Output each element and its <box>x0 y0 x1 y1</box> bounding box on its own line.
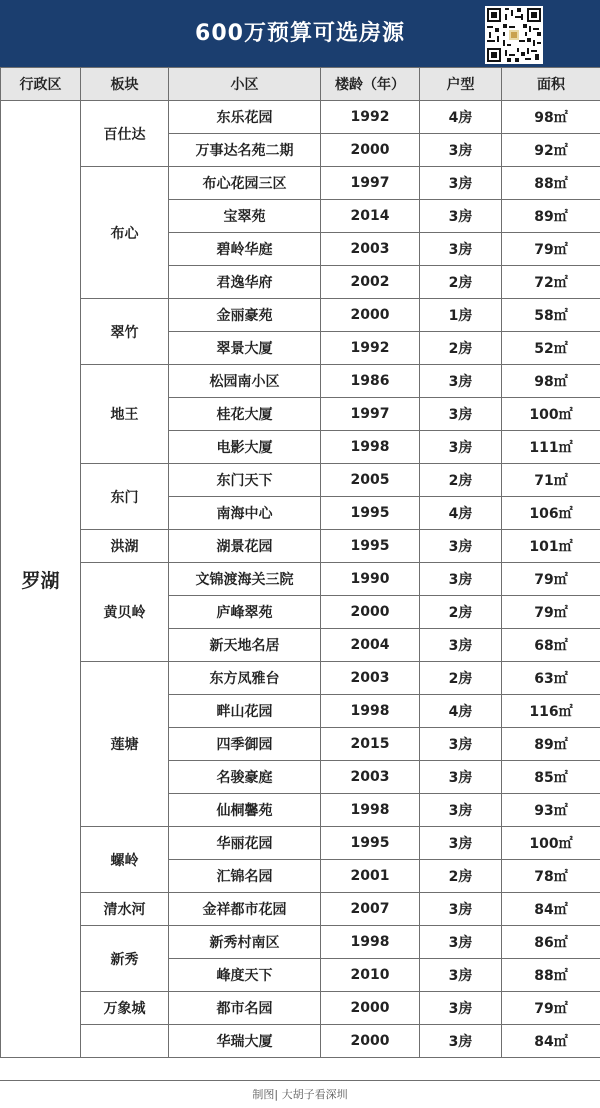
area-cell: 79㎡ <box>502 563 600 596</box>
area-cell: 84㎡ <box>502 893 600 926</box>
community-cell: 新天地名居 <box>169 629 321 662</box>
layout-cell: 3房 <box>420 1025 502 1058</box>
community-cell: 碧岭华庭 <box>169 233 321 266</box>
area-cell: 88㎡ <box>502 167 600 200</box>
block-cell: 黄贝岭 <box>81 563 169 662</box>
building-age-cell: 2005 <box>321 464 420 497</box>
area-cell: 88㎡ <box>502 959 600 992</box>
area-cell: 101㎡ <box>502 530 600 563</box>
building-age-cell: 2003 <box>321 761 420 794</box>
layout-cell: 2房 <box>420 596 502 629</box>
area-cell: 92㎡ <box>502 134 600 167</box>
table-row <box>1 926 600 959</box>
block-cell <box>81 1025 169 1058</box>
layout-cell: 3房 <box>420 365 502 398</box>
area-cell: 63㎡ <box>502 662 600 695</box>
layout-cell: 3房 <box>420 761 502 794</box>
table-row <box>1 365 600 398</box>
area-cell: 89㎡ <box>502 728 600 761</box>
area-cell: 100㎡ <box>502 398 600 431</box>
building-age-cell: 1990 <box>321 563 420 596</box>
area-cell: 116㎡ <box>502 695 600 728</box>
area-cell: 68㎡ <box>502 629 600 662</box>
area-cell: 79㎡ <box>502 233 600 266</box>
building-age-cell: 2000 <box>321 299 420 332</box>
area-cell: 85㎡ <box>502 761 600 794</box>
table-row <box>1 992 600 1025</box>
building-age-cell: 2003 <box>321 662 420 695</box>
area-cell: 86㎡ <box>502 926 600 959</box>
layout-cell: 3房 <box>420 200 502 233</box>
layout-cell: 2房 <box>420 464 502 497</box>
block-cell: 螺岭 <box>81 827 169 893</box>
table-row <box>1 563 600 596</box>
area-cell: 93㎡ <box>502 794 600 827</box>
community-cell: 文锦渡海关三院 <box>169 563 321 596</box>
building-age-cell: 2001 <box>321 860 420 893</box>
community-cell: 华瑞大厦 <box>169 1025 321 1058</box>
layout-cell: 1房 <box>420 299 502 332</box>
column-header: 板块 <box>81 68 169 101</box>
block-cell: 清水河 <box>81 893 169 926</box>
area-cell: 89㎡ <box>502 200 600 233</box>
community-cell: 湖景花园 <box>169 530 321 563</box>
area-cell: 72㎡ <box>502 266 600 299</box>
building-age-cell: 2010 <box>321 959 420 992</box>
community-cell: 东乐花园 <box>169 101 321 134</box>
layout-cell: 4房 <box>420 101 502 134</box>
building-age-cell: 2002 <box>321 266 420 299</box>
building-age-cell: 2003 <box>321 233 420 266</box>
community-cell: 峰度天下 <box>169 959 321 992</box>
community-cell: 汇锦名园 <box>169 860 321 893</box>
block-cell: 翠竹 <box>81 299 169 365</box>
community-cell: 宝翠苑 <box>169 200 321 233</box>
community-cell: 布心花园三区 <box>169 167 321 200</box>
table-row <box>1 662 600 695</box>
building-age-cell: 1997 <box>321 167 420 200</box>
community-cell: 庐峰翠苑 <box>169 596 321 629</box>
layout-cell: 3房 <box>420 233 502 266</box>
building-age-cell: 1995 <box>321 497 420 530</box>
community-cell: 南海中心 <box>169 497 321 530</box>
column-header: 小区 <box>169 68 321 101</box>
layout-cell: 3房 <box>420 992 502 1025</box>
community-cell: 松园南小区 <box>169 365 321 398</box>
area-cell: 52㎡ <box>502 332 600 365</box>
layout-cell: 3房 <box>420 530 502 563</box>
community-cell: 翠景大厦 <box>169 332 321 365</box>
layout-cell: 3房 <box>420 398 502 431</box>
area-cell: 78㎡ <box>502 860 600 893</box>
area-cell: 71㎡ <box>502 464 600 497</box>
building-age-cell: 1986 <box>321 365 420 398</box>
building-age-cell: 2000 <box>321 134 420 167</box>
layout-cell: 3房 <box>420 728 502 761</box>
community-cell: 金丽豪苑 <box>169 299 321 332</box>
area-cell: 79㎡ <box>502 992 600 1025</box>
area-cell: 98㎡ <box>502 365 600 398</box>
area-cell: 79㎡ <box>502 596 600 629</box>
building-age-cell: 2015 <box>321 728 420 761</box>
community-cell: 东门天下 <box>169 464 321 497</box>
community-cell: 畔山花园 <box>169 695 321 728</box>
building-age-cell: 1992 <box>321 101 420 134</box>
community-cell: 金祥都市花园 <box>169 893 321 926</box>
block-cell: 东门 <box>81 464 169 530</box>
column-header: 面积 <box>502 68 600 101</box>
layout-cell: 4房 <box>420 695 502 728</box>
building-age-cell: 1997 <box>321 398 420 431</box>
building-age-cell: 2004 <box>321 629 420 662</box>
layout-cell: 2房 <box>420 266 502 299</box>
area-cell: 58㎡ <box>502 299 600 332</box>
layout-cell: 2房 <box>420 332 502 365</box>
community-cell: 桂花大厦 <box>169 398 321 431</box>
building-age-cell: 1995 <box>321 827 420 860</box>
block-cell: 百仕达 <box>81 101 169 167</box>
layout-cell: 3房 <box>420 926 502 959</box>
area-cell: 100㎡ <box>502 827 600 860</box>
table-row <box>1 299 600 332</box>
layout-cell: 3房 <box>420 431 502 464</box>
table-row <box>1 827 600 860</box>
building-age-cell: 2014 <box>321 200 420 233</box>
page-title: 600万预算可选房源 <box>0 0 600 67</box>
community-cell: 仙桐馨苑 <box>169 794 321 827</box>
layout-cell: 3房 <box>420 629 502 662</box>
community-cell: 万事达名苑二期 <box>169 134 321 167</box>
building-age-cell: 1995 <box>321 530 420 563</box>
column-header: 楼龄（年） <box>321 68 420 101</box>
building-age-cell: 2007 <box>321 893 420 926</box>
district-cell: 罗湖 <box>1 101 81 1058</box>
block-cell: 地王 <box>81 365 169 464</box>
layout-cell: 2房 <box>420 662 502 695</box>
layout-cell: 3房 <box>420 794 502 827</box>
building-age-cell: 2000 <box>321 992 420 1025</box>
layout-cell: 3房 <box>420 563 502 596</box>
table-row <box>1 893 600 926</box>
table-row <box>1 530 600 563</box>
layout-cell: 3房 <box>420 893 502 926</box>
building-age-cell: 2000 <box>321 596 420 629</box>
block-cell: 万象城 <box>81 992 169 1025</box>
block-cell: 新秀 <box>81 926 169 992</box>
community-cell: 四季御园 <box>169 728 321 761</box>
block-cell: 洪湖 <box>81 530 169 563</box>
building-age-cell: 1998 <box>321 794 420 827</box>
area-cell: 111㎡ <box>502 431 600 464</box>
layout-cell: 2房 <box>420 860 502 893</box>
column-header: 行政区 <box>1 68 81 101</box>
community-cell: 都市名园 <box>169 992 321 1025</box>
table-row <box>1 101 600 134</box>
layout-cell: 3房 <box>420 167 502 200</box>
layout-cell: 3房 <box>420 134 502 167</box>
building-age-cell: 1998 <box>321 431 420 464</box>
building-age-cell: 1998 <box>321 926 420 959</box>
area-cell: 98㎡ <box>502 101 600 134</box>
block-cell: 莲塘 <box>81 662 169 827</box>
table-body <box>1 101 600 1058</box>
layout-cell: 4房 <box>420 497 502 530</box>
table-header-row <box>1 68 600 101</box>
listing-table <box>0 67 600 1058</box>
community-cell: 新秀村南区 <box>169 926 321 959</box>
title-bar <box>0 0 600 67</box>
area-cell: 106㎡ <box>502 497 600 530</box>
qr-code-icon <box>485 6 543 64</box>
column-header: 户型 <box>420 68 502 101</box>
building-age-cell: 1992 <box>321 332 420 365</box>
community-cell: 东方凤雅台 <box>169 662 321 695</box>
layout-cell: 3房 <box>420 827 502 860</box>
area-cell: 84㎡ <box>502 1025 600 1058</box>
credit-footer: 制图| 大胡子看深圳 <box>0 1080 600 1108</box>
community-cell: 电影大厦 <box>169 431 321 464</box>
building-age-cell: 2000 <box>321 1025 420 1058</box>
table-row <box>1 167 600 200</box>
table-row <box>1 1025 600 1058</box>
layout-cell: 3房 <box>420 959 502 992</box>
table-row <box>1 464 600 497</box>
community-cell: 君逸华府 <box>169 266 321 299</box>
building-age-cell: 1998 <box>321 695 420 728</box>
block-cell: 布心 <box>81 167 169 299</box>
community-cell: 华丽花园 <box>169 827 321 860</box>
community-cell: 名骏豪庭 <box>169 761 321 794</box>
